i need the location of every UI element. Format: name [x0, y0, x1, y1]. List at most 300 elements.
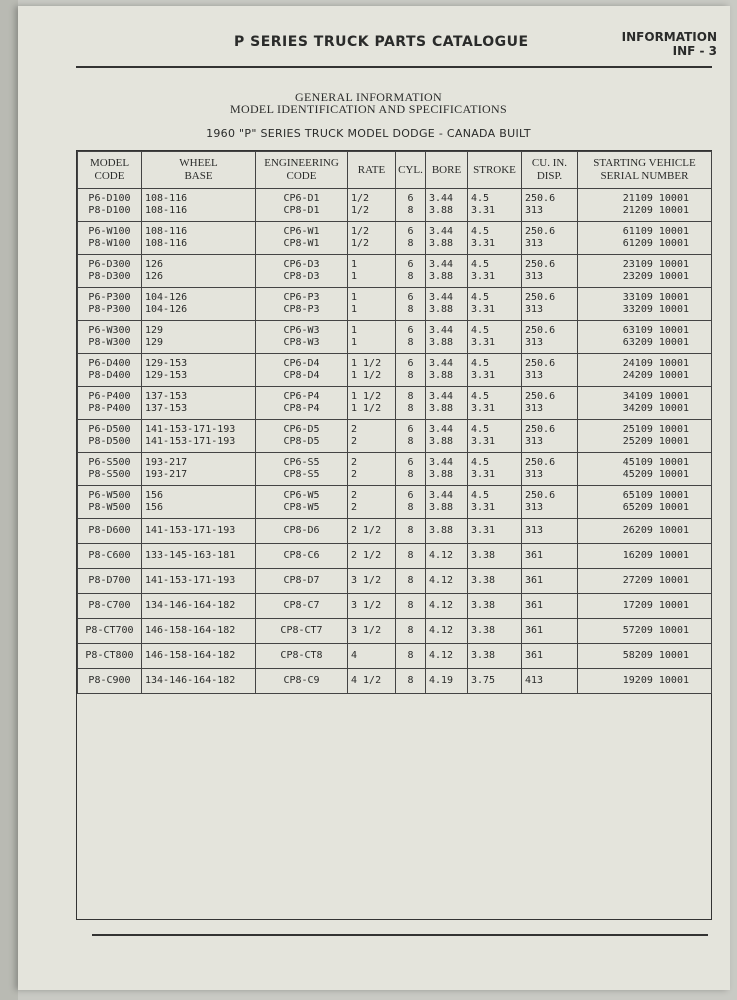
cell-value: 34209 10001 — [622, 403, 689, 414]
table-row — [78, 644, 712, 669]
heading-line-2: MODEL IDENTIFICATION AND SPECIFICATIONS — [230, 102, 507, 116]
cell-value: 250.6 — [525, 292, 556, 303]
cell-value: 3.44 — [429, 358, 454, 369]
header-line: MODEL — [89, 157, 130, 169]
cell-value: 4.12 — [429, 575, 454, 586]
cell-value: CP6-S5 — [283, 457, 320, 468]
cell-model-code — [78, 321, 142, 354]
cell-engineering-code — [256, 420, 348, 453]
cell-value: 4.5 — [471, 292, 490, 303]
cell-value: P8-D600 — [88, 525, 131, 536]
cell-value: 4.5 — [471, 424, 490, 435]
cell-engineering-code — [256, 288, 348, 321]
cell-value: 156 — [145, 490, 164, 501]
cell-wheel-base — [142, 594, 256, 619]
cell-bore — [426, 519, 468, 544]
cell-value: 3.88 — [429, 238, 454, 249]
cell-value: P8-W100 — [88, 238, 131, 249]
cell-value: CP8-C9 — [283, 675, 320, 686]
cell-value: 19209 10001 — [622, 675, 689, 686]
cell-rate — [348, 189, 396, 222]
cell-value: CP6-D5 — [283, 424, 320, 435]
cell-stroke — [468, 594, 522, 619]
header-stroke — [468, 152, 522, 189]
cell-value: 17209 10001 — [622, 600, 689, 611]
cell-value: 1/2 — [351, 205, 370, 216]
cell-value: 3.88 — [429, 337, 454, 348]
cell-displacement — [522, 387, 578, 420]
cell-model-code — [78, 255, 142, 288]
cell-value: 126 — [145, 259, 164, 270]
cell-model-code — [78, 594, 142, 619]
cell-value: 8 — [407, 600, 414, 611]
cell-value: CP8-CT7 — [280, 625, 323, 636]
cell-value: 313 — [525, 304, 544, 315]
cell-value: 3.31 — [471, 304, 496, 315]
cell-value: 3.44 — [429, 457, 454, 468]
cell-wheel-base — [142, 354, 256, 387]
cell-value: 137-153 — [145, 391, 188, 402]
cell-value: 3.31 — [471, 271, 496, 282]
cell-value: CP6-D3 — [283, 259, 320, 270]
cell-wheel-base — [142, 288, 256, 321]
cell-stroke — [468, 189, 522, 222]
cell-wheel-base — [142, 255, 256, 288]
cell-value: 26209 10001 — [622, 525, 689, 536]
cell-value: 2 — [351, 490, 358, 501]
cell-model-code — [78, 288, 142, 321]
cell-value: 126 — [145, 271, 164, 282]
cell-value: 8 — [407, 650, 414, 661]
cell-wheel-base — [142, 569, 256, 594]
cell-value: 3 1/2 — [351, 575, 382, 586]
table-row — [78, 288, 712, 321]
cell-value: 1 — [351, 292, 358, 303]
cell-value: 3.44 — [429, 193, 454, 204]
cell-value: P8-C900 — [88, 675, 131, 686]
cell-rate — [348, 222, 396, 255]
cell-rate — [348, 387, 396, 420]
cell-value: P8-C700 — [88, 600, 131, 611]
cell-serial-number — [578, 486, 712, 519]
cell-bore — [426, 354, 468, 387]
cell-serial-number — [578, 321, 712, 354]
cell-value: 108-116 — [145, 226, 188, 237]
cell-value: P8-W500 — [88, 502, 131, 513]
cell-value: CP6-W5 — [283, 490, 320, 501]
header-line: CODE — [94, 170, 125, 182]
cell-value: P8-D500 — [88, 436, 131, 447]
cell-stroke — [468, 255, 522, 288]
cell-value: P8-D300 — [88, 271, 131, 282]
cell-displacement — [522, 486, 578, 519]
spec-table-frame — [76, 150, 712, 920]
cell-serial-number — [578, 255, 712, 288]
cell-rate — [348, 519, 396, 544]
cell-stroke — [468, 222, 522, 255]
cell-cylinders — [396, 420, 426, 453]
cell-model-code — [78, 544, 142, 569]
cell-value: P6-D300 — [88, 259, 131, 270]
cell-value: CP8-D5 — [283, 436, 320, 447]
cell-serial-number — [578, 420, 712, 453]
spec-table — [77, 151, 712, 694]
cell-value: 6 — [407, 193, 414, 204]
cell-bore — [426, 569, 468, 594]
cell-value: 3.88 — [429, 436, 454, 447]
cell-displacement — [522, 453, 578, 486]
cell-value: 6 — [407, 325, 414, 336]
cell-displacement — [522, 569, 578, 594]
cell-value: 3.31 — [471, 502, 496, 513]
cell-value: 4.5 — [471, 391, 490, 402]
table-caption: 1960 "P" SERIES TRUCK MODEL DODGE - CANADA BUILT — [206, 127, 531, 140]
cell-engineering-code — [256, 387, 348, 420]
header-displacement — [522, 152, 578, 189]
cell-serial-number — [578, 387, 712, 420]
cell-bore — [426, 669, 468, 694]
cell-value: 6 — [407, 292, 414, 303]
cell-value: CP8-D4 — [283, 370, 320, 381]
cell-engineering-code — [256, 569, 348, 594]
cell-value: 156 — [145, 502, 164, 513]
cell-value: 1 — [351, 304, 358, 315]
cell-value: 1 1/2 — [351, 358, 382, 369]
cell-wheel-base — [142, 222, 256, 255]
cell-rate — [348, 288, 396, 321]
header-cylinders — [396, 152, 426, 189]
cell-value: 193-217 — [145, 469, 188, 480]
cell-value: P8-D100 — [88, 205, 131, 216]
cell-value: CP6-P4 — [283, 391, 320, 402]
cell-value: P6-P300 — [88, 292, 131, 303]
page-reference: INF - 3 — [672, 44, 717, 58]
cell-value: 2 — [351, 424, 358, 435]
header-bore — [426, 152, 468, 189]
cell-value: 108-116 — [145, 205, 188, 216]
cell-value: 4 — [351, 650, 358, 661]
cell-value: 250.6 — [525, 226, 556, 237]
cell-cylinders — [396, 387, 426, 420]
cell-value: 1 — [351, 337, 358, 348]
cell-value: 3.88 — [429, 205, 454, 216]
cell-model-code — [78, 354, 142, 387]
cell-wheel-base — [142, 453, 256, 486]
cell-value: 3.44 — [429, 292, 454, 303]
cell-value: 16209 10001 — [622, 550, 689, 561]
cell-value: 6 — [407, 226, 414, 237]
cell-value: 6 — [407, 490, 414, 501]
cell-value: 33109 10001 — [622, 292, 689, 303]
table-row — [78, 387, 712, 420]
cell-value: 250.6 — [525, 490, 556, 501]
cell-bore — [426, 544, 468, 569]
cell-engineering-code — [256, 321, 348, 354]
cell-bore — [426, 486, 468, 519]
cell-stroke — [468, 420, 522, 453]
cell-value: P6-D100 — [88, 193, 131, 204]
header-serial-number — [578, 152, 712, 189]
cell-value: 1/2 — [351, 226, 370, 237]
cell-value: 1/2 — [351, 193, 370, 204]
cell-value: 23209 10001 — [622, 271, 689, 282]
cell-value: 4.5 — [471, 226, 490, 237]
cell-stroke — [468, 569, 522, 594]
cell-value: 1 — [351, 271, 358, 282]
cell-value: 104-126 — [145, 304, 188, 315]
cell-serial-number — [578, 669, 712, 694]
cell-value: 58209 10001 — [622, 650, 689, 661]
cell-value: P6-D400 — [88, 358, 131, 369]
cell-serial-number — [578, 189, 712, 222]
cell-cylinders — [396, 619, 426, 644]
cell-value: CP6-W3 — [283, 325, 320, 336]
cell-displacement — [522, 321, 578, 354]
cell-value: CP8-S5 — [283, 469, 320, 480]
table-row — [78, 544, 712, 569]
cell-value: 21109 10001 — [622, 193, 689, 204]
cell-rate — [348, 569, 396, 594]
cell-displacement — [522, 644, 578, 669]
cell-value: P6-W300 — [88, 325, 131, 336]
table-row — [78, 619, 712, 644]
cell-value: CP8-D3 — [283, 271, 320, 282]
cell-value: 3 1/2 — [351, 625, 382, 636]
cell-value: CP8-W3 — [283, 337, 320, 348]
cell-engineering-code — [256, 255, 348, 288]
table-header-row — [78, 152, 712, 189]
cell-value: 313 — [525, 370, 544, 381]
cell-value: P6-W100 — [88, 226, 131, 237]
cell-bore — [426, 321, 468, 354]
cell-value: 8 — [407, 391, 414, 402]
cell-value: 2 — [351, 469, 358, 480]
cell-value: 8 — [407, 675, 414, 686]
cell-displacement — [522, 669, 578, 694]
cell-value: 4.5 — [471, 193, 490, 204]
cell-engineering-code — [256, 222, 348, 255]
cell-rate — [348, 669, 396, 694]
cell-value: 33209 10001 — [622, 304, 689, 315]
cell-value: 61109 10001 — [622, 226, 689, 237]
header-line: CODE — [286, 170, 317, 182]
cell-engineering-code — [256, 519, 348, 544]
cell-value: 361 — [525, 650, 544, 661]
cell-value: 3.31 — [471, 370, 496, 381]
cell-model-code — [78, 519, 142, 544]
cell-value: CP8-C6 — [283, 550, 320, 561]
cell-engineering-code — [256, 189, 348, 222]
cell-model-code — [78, 569, 142, 594]
cell-cylinders — [396, 453, 426, 486]
cell-value: 134-146-164-182 — [145, 600, 236, 611]
cell-bore — [426, 644, 468, 669]
cell-value: 8 — [407, 370, 414, 381]
cell-bore — [426, 619, 468, 644]
table-row — [78, 222, 712, 255]
cell-value: 23109 10001 — [622, 259, 689, 270]
cell-cylinders — [396, 519, 426, 544]
cell-wheel-base — [142, 486, 256, 519]
cell-value: 129 — [145, 325, 164, 336]
header-line: CYL. — [398, 163, 423, 176]
cell-value: 3.88 — [429, 304, 454, 315]
cell-value: 45109 10001 — [622, 457, 689, 468]
cell-value: 3.44 — [429, 325, 454, 336]
cell-value: 3.75 — [471, 675, 496, 686]
cell-rate — [348, 594, 396, 619]
cell-value: P8-P400 — [88, 403, 131, 414]
cell-value: 25109 10001 — [622, 424, 689, 435]
cell-value: P6-S500 — [88, 457, 131, 468]
cell-value: 3.38 — [471, 600, 496, 611]
cell-cylinders — [396, 189, 426, 222]
cell-value: 4.5 — [471, 490, 490, 501]
cell-value: CP8-D6 — [283, 525, 320, 536]
cell-model-code — [78, 420, 142, 453]
cell-value: 129 — [145, 337, 164, 348]
cell-bore — [426, 453, 468, 486]
cell-bore — [426, 222, 468, 255]
cell-value: CP6-D4 — [283, 358, 320, 369]
cell-stroke — [468, 544, 522, 569]
cell-cylinders — [396, 544, 426, 569]
cell-value: 3.38 — [471, 650, 496, 661]
cell-value: 4.19 — [429, 675, 454, 686]
cell-displacement — [522, 519, 578, 544]
cell-value: 1 1/2 — [351, 403, 382, 414]
cell-value: 65209 10001 — [622, 502, 689, 513]
cell-value: 2 — [351, 502, 358, 513]
header-line: BASE — [184, 170, 213, 182]
table-row — [78, 321, 712, 354]
cell-stroke — [468, 644, 522, 669]
cell-value: 361 — [525, 625, 544, 636]
cell-value: 3.38 — [471, 575, 496, 586]
cell-value: 3.44 — [429, 259, 454, 270]
cell-value: 8 — [407, 205, 414, 216]
header-line: STROKE — [473, 163, 516, 176]
cell-bore — [426, 420, 468, 453]
section-label — [622, 30, 717, 58]
cell-engineering-code — [256, 619, 348, 644]
cell-value: 250.6 — [525, 424, 556, 435]
header-line: WHEEL — [179, 157, 218, 169]
cell-model-code — [78, 619, 142, 644]
cell-value: 250.6 — [525, 457, 556, 468]
cell-cylinders — [396, 321, 426, 354]
cell-value: 134-146-164-182 — [145, 675, 236, 686]
cell-value: 45209 10001 — [622, 469, 689, 480]
footer-rule — [92, 934, 708, 936]
cell-value: CP8-P3 — [283, 304, 320, 315]
cell-value: 129-153 — [145, 358, 188, 369]
cell-value: CP8-D7 — [283, 575, 320, 586]
header-wheel-base — [142, 152, 256, 189]
cell-value: P8-CT700 — [85, 625, 134, 636]
cell-bore — [426, 288, 468, 321]
cell-value: 1 1/2 — [351, 391, 382, 402]
cell-value: P6-D500 — [88, 424, 131, 435]
cell-value: 57209 10001 — [622, 625, 689, 636]
cell-engineering-code — [256, 644, 348, 669]
cell-rate — [348, 486, 396, 519]
cell-value: 3.44 — [429, 424, 454, 435]
cell-rate — [348, 619, 396, 644]
cell-value: 8 — [407, 436, 414, 447]
cell-value: 129-153 — [145, 370, 188, 381]
table-row — [78, 519, 712, 544]
cell-stroke — [468, 486, 522, 519]
cell-serial-number — [578, 222, 712, 255]
cell-displacement — [522, 255, 578, 288]
cell-value: 6 — [407, 259, 414, 270]
cell-value: 1 1/2 — [351, 370, 382, 381]
cell-cylinders — [396, 486, 426, 519]
header-line: ENGINEERING — [264, 157, 339, 169]
cell-value: 141-153-171-193 — [145, 575, 236, 586]
cell-value: 313 — [525, 205, 544, 216]
cell-value: 4 1/2 — [351, 675, 382, 686]
cell-value: 313 — [525, 337, 544, 348]
cell-value: 8 — [407, 575, 414, 586]
cell-value: 104-126 — [145, 292, 188, 303]
cell-displacement — [522, 354, 578, 387]
cell-engineering-code — [256, 544, 348, 569]
table-row — [78, 569, 712, 594]
cell-cylinders — [396, 222, 426, 255]
cell-value: 3.88 — [429, 271, 454, 282]
cell-value: 8 — [407, 403, 414, 414]
table-row — [78, 486, 712, 519]
heading-line-1: GENERAL INFORMATION — [295, 90, 442, 104]
cell-value: 361 — [525, 550, 544, 561]
cell-model-code — [78, 669, 142, 694]
cell-value: 3.44 — [429, 391, 454, 402]
cell-value: 4.5 — [471, 457, 490, 468]
cell-displacement — [522, 288, 578, 321]
cell-value: 61209 10001 — [622, 238, 689, 249]
cell-value: 250.6 — [525, 325, 556, 336]
cell-value: 3.88 — [429, 370, 454, 381]
cell-value: CP8-W5 — [283, 502, 320, 513]
cell-value: 3.31 — [471, 525, 496, 536]
cell-value: 8 — [407, 525, 414, 536]
cell-value: 313 — [525, 436, 544, 447]
header-rule — [76, 66, 712, 68]
cell-value: 3.31 — [471, 469, 496, 480]
cell-model-code — [78, 222, 142, 255]
table-body — [78, 189, 712, 694]
header-line: DISP. — [536, 170, 563, 182]
cell-wheel-base — [142, 669, 256, 694]
cell-wheel-base — [142, 519, 256, 544]
cell-value: 6 — [407, 457, 414, 468]
cell-cylinders — [396, 354, 426, 387]
cell-value: 250.6 — [525, 259, 556, 270]
cell-bore — [426, 189, 468, 222]
table-row — [78, 453, 712, 486]
cell-value: 3.44 — [429, 490, 454, 501]
cell-value: 8 — [407, 550, 414, 561]
cell-value: 4.5 — [471, 358, 490, 369]
cell-value: 250.6 — [525, 193, 556, 204]
binding-edge — [0, 0, 18, 1000]
cell-cylinders — [396, 669, 426, 694]
cell-value: P8-S500 — [88, 469, 131, 480]
cell-stroke — [468, 387, 522, 420]
cell-value: 8 — [407, 469, 414, 480]
